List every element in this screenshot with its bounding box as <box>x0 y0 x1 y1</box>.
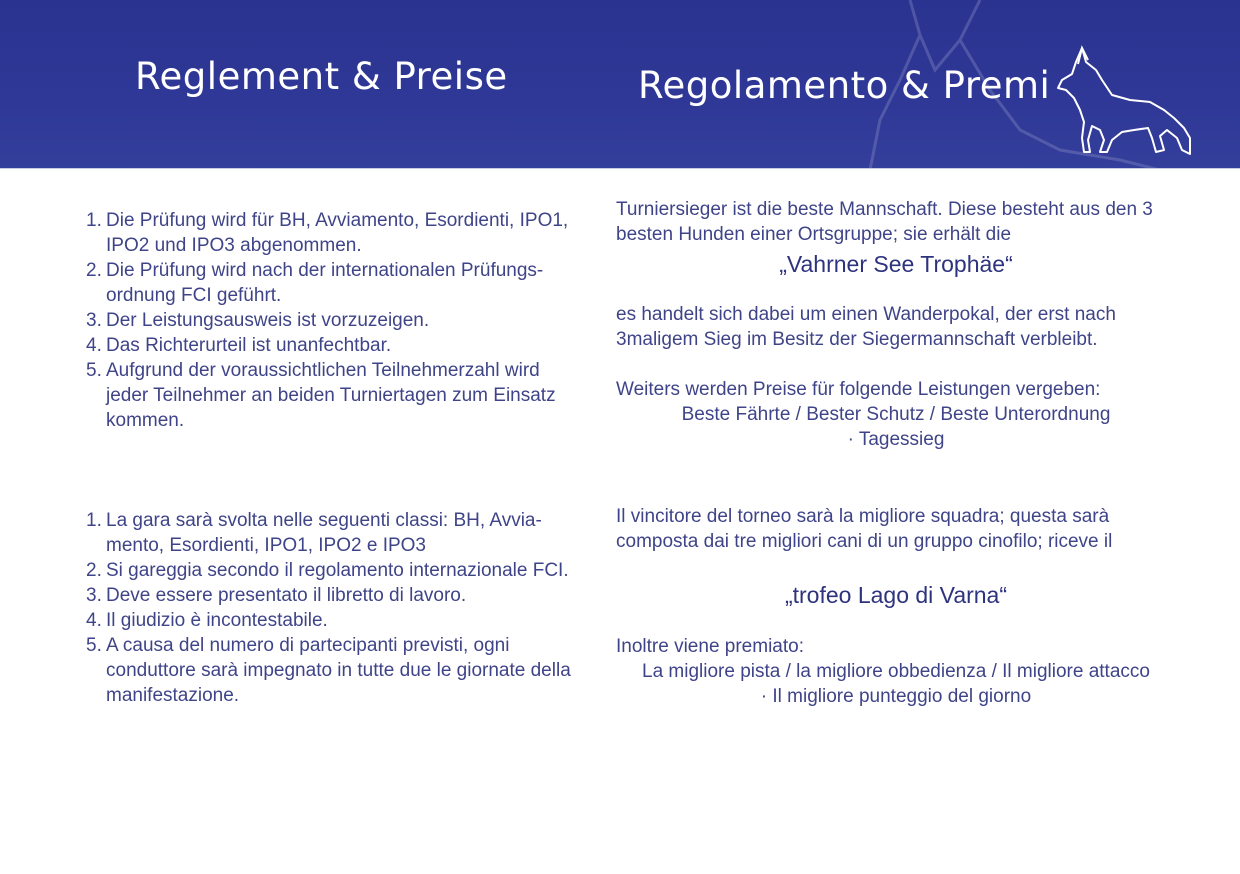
german-shepherd-icon <box>1052 40 1197 160</box>
title-german: Reglement & Preise <box>135 55 508 98</box>
prizes-de-daily: · Tagessieg <box>847 429 945 450</box>
list-item: 5. Aufgrund der voraussichtlichen Teilnehmerzahl wird jeder Teilnehmer an beiden Turniertagen zum Einsatz kommen. <box>86 360 556 431</box>
rules-list-italian <box>86 508 581 708</box>
trophy-name-german: „Vahrner See Trophäe“ <box>779 251 1013 277</box>
list-item: 2. Die Prüfung wird nach der internationalen Prüfungs-ordnung FCI geführt. <box>86 260 544 306</box>
list-item: 1. Die Prüfung wird für BH, Avviamento, Esordienti, IPO1, IPO2 und IPO3 abgenommen. <box>86 210 569 256</box>
prizes-de-categories: Beste Fährte / Bester Schutz / Beste Unterordnung <box>681 404 1111 425</box>
list-item: 4. Das Richterurteil ist unanfechtbar. <box>86 335 392 356</box>
prizes-it-daily: · Il migliore punteggio del giorno <box>760 686 1032 707</box>
list-item: 2. Si gareggia secondo il regolamento internazionale FCI. <box>86 560 569 581</box>
prizes-it-further: Inoltre viene premiato: <box>616 636 804 657</box>
rules-list-german <box>86 208 581 433</box>
title-italian: Regolamento & Premi <box>638 64 1051 107</box>
list-item: 3. Der Leistungsausweis ist vorzuzeigen. <box>86 310 430 331</box>
header-banner <box>0 0 1240 169</box>
prizes-de-note: es handelt sich dabei um einen Wanderpokal, der erst nach 3maligem Sieg im Besitz der Siegermannschaft verbleibt. <box>616 304 1116 350</box>
prizes-it-intro: Il vincitore del torneo sarà la migliore squadra; questa sarà composta dai tre migliori cani di un gruppo cinofilo; riceve il <box>616 506 1113 552</box>
prizes-de-further: Weiters werden Preise für folgende Leistungen vergeben: <box>616 379 1101 400</box>
prizes-de-intro: Turniersieger ist die beste Mannschaft. Diese besteht aus den 3 besten Hunden einer Ortsgruppe; sie erhält die <box>616 199 1153 245</box>
list-item: 1. La gara sarà svolta nelle seguenti classi: BH, Avvia-mento, Esordienti, IPO1, IPO2 e IPO3 <box>86 510 542 556</box>
list-item: 4. Il giudizio è incontestabile. <box>86 610 328 631</box>
list-item: 3. Deve essere presentato il libretto di lavoro. <box>86 585 467 606</box>
banner-divider <box>0 168 1240 169</box>
trophy-name-italian: „trofeo Lago di Varna“ <box>784 582 1008 608</box>
prizes-it-categories: La migliore pista / la migliore obbedienza / Il migliore attacco <box>642 661 1150 682</box>
list-item: 5. A causa del numero di partecipanti previsti, ogni conduttore sarà impegnato in tutte due le giornate della manifestazione. <box>86 635 571 706</box>
